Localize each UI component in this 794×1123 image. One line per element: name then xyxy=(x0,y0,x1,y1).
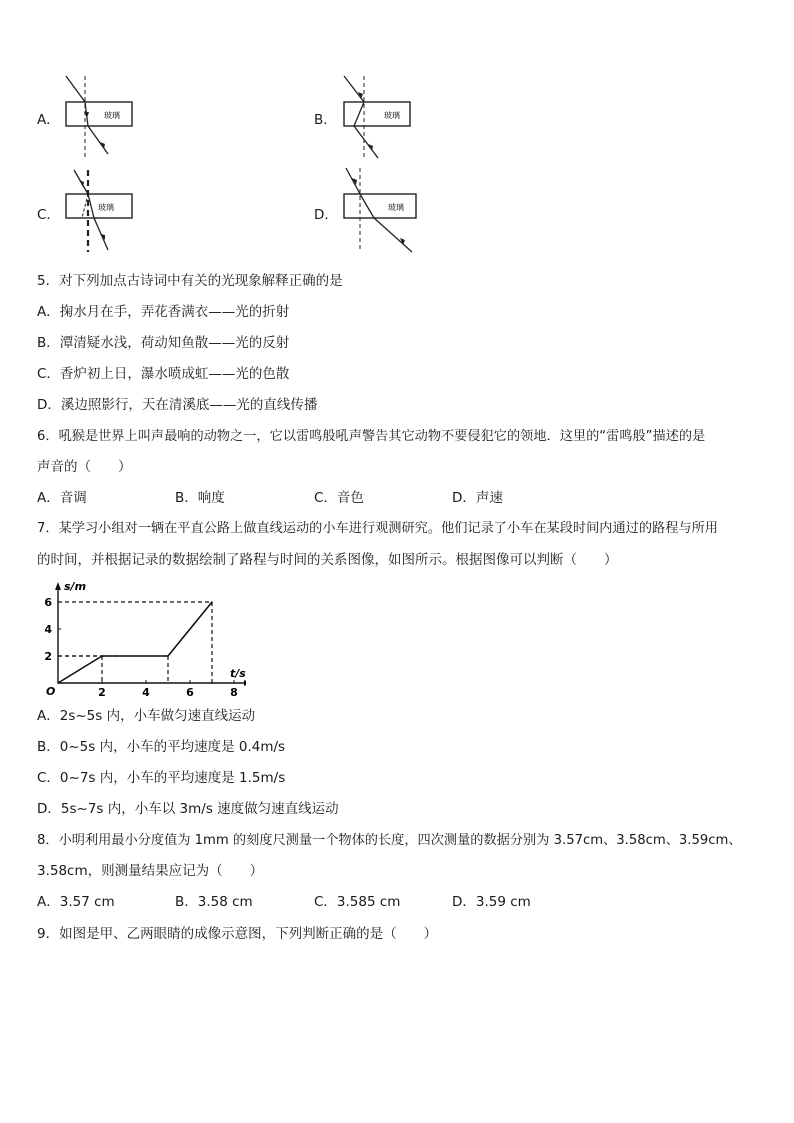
data-point xyxy=(167,655,169,657)
x-axis-label: t/s xyxy=(230,667,246,680)
distance-time-chart xyxy=(36,580,246,700)
y-tick-label: 6 xyxy=(44,596,52,609)
q7-option-c: C．0~7s 内，小车的平均速度是 1.5m/s xyxy=(37,770,286,786)
q8-stem-line1: 8．小明利用最小分度值为 1mm 的刻度尺测量一个物体的长度，四次测量的数据分别为 3.57cm、3.58cm、3.59cm、 xyxy=(37,833,742,848)
origin-label: O xyxy=(46,685,56,698)
refraction-diagram-b xyxy=(336,74,416,160)
option-a-label: A． xyxy=(37,112,60,128)
q5-option-b: B．潭清疑水浅，荷动知鱼散——光的反射 xyxy=(37,335,290,351)
q6-stem-line2: 声音的（ ） xyxy=(37,459,132,475)
incident-ray xyxy=(66,76,85,102)
q7-stem-line2: 的时间，并根据记录的数据绘制了路程与时间的关系图像，如图所示。根据图像可以判断（ ） xyxy=(37,552,618,568)
option-d-label: D． xyxy=(314,207,338,223)
q8-option-b: B．3.58 cm xyxy=(175,894,253,910)
data-point xyxy=(101,655,103,657)
refraction-diagram-d xyxy=(336,166,422,256)
glass-label: 玻璃 xyxy=(388,203,404,212)
q6-option-a: A．音调 xyxy=(37,490,87,506)
glass-block xyxy=(66,102,132,126)
q8-option-a: A．3.57 cm xyxy=(37,894,115,910)
emergent-ray xyxy=(88,126,108,154)
emergent-ray xyxy=(354,126,378,158)
refracted-ray xyxy=(360,194,374,218)
x-axis-arrow xyxy=(244,680,246,686)
q6-option-b: B．响度 xyxy=(175,490,225,506)
q5-option-c: C．香炉初上日，瀑水喷成虹——光的色散 xyxy=(37,366,290,382)
q5-stem: 5．对下列加点古诗词中有关的光现象解释正确的是 xyxy=(37,273,343,289)
q5-option-d: D．溪边照影行，天在清溪底——光的直线传播 xyxy=(37,397,318,413)
option-b-label: B． xyxy=(314,112,337,128)
y-axis-label: s/m xyxy=(64,580,87,593)
y-tick-label: 2 xyxy=(44,650,52,663)
glass-label: 玻璃 xyxy=(98,203,114,212)
q8-option-d: D．3.59 cm xyxy=(452,894,531,910)
glass-block xyxy=(344,102,410,126)
x-tick-label: 4 xyxy=(142,686,150,699)
x-tick-label: 8 xyxy=(230,686,238,699)
option-c-label: C． xyxy=(37,207,60,223)
emergent-ray xyxy=(94,218,108,250)
q7-stem-line1: 7．某学习小组对一辆在平直公路上做直线运动的小车进行观测研究。他们记录了小车在某段时间内通过的路程与所用 xyxy=(37,521,718,536)
emergent-ray xyxy=(374,218,412,252)
q6-option-c: C．音色 xyxy=(314,490,364,506)
q7-option-b: B．0~5s 内，小车的平均速度是 0.4m/s xyxy=(37,739,286,755)
refracted-ray xyxy=(354,102,364,126)
q6-stem-line1: 6．吼猴是世界上叫声最响的动物之一，它以雷鸣般吼声警告其它动物不要侵犯它的领地．这里的“雷鸣般”描述的是 xyxy=(37,429,706,444)
incident-ray xyxy=(346,168,360,194)
refraction-diagram-a xyxy=(58,74,138,160)
glass-block xyxy=(344,194,416,218)
q6-option-d: D．声速 xyxy=(452,490,503,506)
q7-option-d: D．5s~7s 内，小车以 3m/s 速度做匀速直线运动 xyxy=(37,801,339,817)
x-tick-label: 6 xyxy=(186,686,194,699)
x-tick-label: 2 xyxy=(98,686,106,699)
series-line xyxy=(58,602,212,683)
q7-option-a: A．2s~5s 内，小车做匀速直线运动 xyxy=(37,708,256,724)
glass-label: 玻璃 xyxy=(104,111,120,120)
q5-option-a: A．掬水月在手，弄花香满衣——光的折射 xyxy=(37,304,290,320)
y-axis-arrow xyxy=(55,582,61,590)
data-point xyxy=(211,601,213,603)
q8-option-c: C．3.585 cm xyxy=(314,894,401,910)
y-tick-label: 4 xyxy=(44,623,52,636)
q8-stem-line2: 3.58cm，则测量结果应记为（ ） xyxy=(37,863,264,879)
refraction-diagram-c xyxy=(58,168,138,254)
q9-stem: 9．如图是甲、乙两眼睛的成像示意图，下列判断正确的是（ ） xyxy=(37,926,438,942)
data-point xyxy=(57,682,59,684)
glass-label: 玻璃 xyxy=(384,111,400,120)
